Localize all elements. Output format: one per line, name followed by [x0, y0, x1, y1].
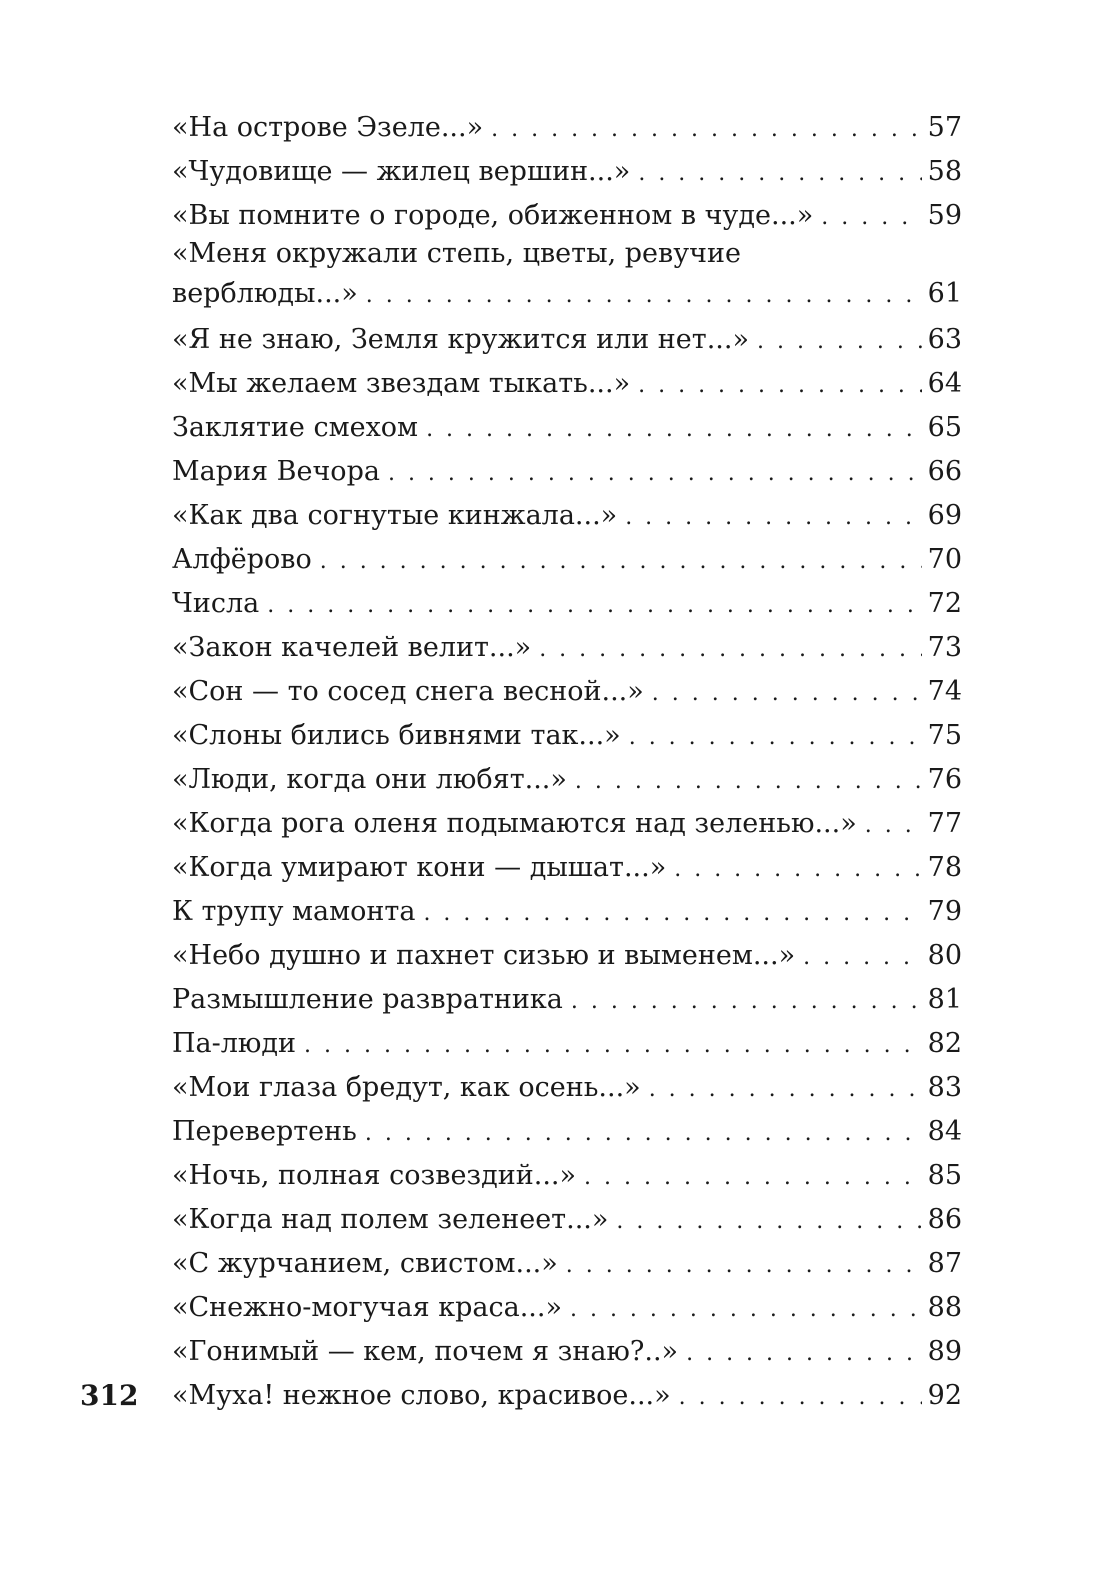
entry-page-number: 65	[927, 412, 962, 443]
toc-entry	[172, 758, 962, 802]
entry-title: «Когда умирают кони — дышат...»	[172, 852, 667, 883]
toc-entry	[172, 802, 962, 846]
toc-entry	[172, 450, 962, 494]
dot-leader	[629, 716, 922, 760]
dot-leader	[679, 1376, 922, 1420]
entry-title: «Чудовище — жилец вершин...»	[172, 156, 631, 187]
dot-leader	[638, 152, 921, 196]
toc-entry	[172, 1198, 962, 1242]
entry-page-number: 57	[927, 112, 962, 143]
entry-title: «Мы желаем звездам тыкать...»	[172, 368, 631, 399]
entry-page-number: 83	[927, 1072, 962, 1103]
entry-title: Па-люди	[172, 1028, 297, 1059]
toc-entry	[172, 978, 962, 1022]
entry-page-number: 76	[927, 764, 962, 795]
toc-entry	[172, 1066, 962, 1110]
dot-leader	[539, 628, 921, 672]
entry-title: «Люди, когда они любят...»	[172, 764, 567, 795]
dot-leader	[865, 804, 922, 848]
dot-leader	[803, 936, 922, 980]
toc-entry	[172, 670, 962, 714]
entry-page-number: 77	[927, 808, 962, 839]
toc-entry	[172, 150, 962, 194]
entry-title: «Сон — то сосед снега весной...»	[172, 676, 644, 707]
dot-leader	[571, 980, 922, 1024]
page-number: 312	[80, 1379, 139, 1412]
dot-leader	[757, 320, 922, 364]
entry-page-number: 79	[927, 896, 962, 927]
dot-leader	[267, 584, 921, 628]
dot-leader	[625, 496, 921, 540]
toc-entry	[172, 406, 962, 450]
entry-title: Перевертень	[172, 1116, 357, 1147]
entry-page-number: 87	[927, 1248, 962, 1279]
toc-entry	[172, 1154, 962, 1198]
dot-leader	[566, 1244, 922, 1288]
entry-title: Размышление развратника	[172, 984, 563, 1015]
toc-entry	[172, 318, 962, 362]
entry-page-number: 59	[927, 200, 962, 231]
toc-entry	[172, 194, 962, 238]
entry-title: «Муха! нежное слово, красивое...»	[172, 1380, 671, 1411]
entry-title: «Мои глаза бредут, как осень...»	[172, 1072, 641, 1103]
entry-page-number: 92	[927, 1380, 962, 1411]
entry-page-number: 80	[927, 940, 962, 971]
entry-title: Алфёрово	[172, 544, 312, 575]
dot-leader	[388, 452, 922, 496]
entry-page-number: 82	[927, 1028, 962, 1059]
entry-title: Числа	[172, 588, 260, 619]
dot-leader	[674, 848, 921, 892]
entry-page-number: 84	[927, 1116, 962, 1147]
entry-title: Мария Вечора	[172, 456, 380, 487]
toc-entry	[172, 1242, 962, 1286]
entry-page-number: 64	[927, 368, 962, 399]
toc-entry	[172, 890, 962, 934]
dot-leader	[649, 1068, 922, 1112]
entry-page-number: 61	[927, 278, 962, 309]
entry-page-number: 75	[927, 720, 962, 751]
entry-title: «Слоны бились бивнями так...»	[172, 720, 621, 751]
toc-entry	[172, 714, 962, 758]
entry-title: «Как два согнутые кинжала...»	[172, 500, 618, 531]
dot-leader	[638, 364, 922, 408]
entry-page-number: 58	[927, 156, 962, 187]
entry-title: «Я не знаю, Земля кружится или нет...»	[172, 324, 749, 355]
dot-leader	[320, 540, 922, 584]
dot-leader	[423, 892, 921, 936]
entry-page-number: 81	[927, 984, 962, 1015]
entry-title: «Закон качелей велит...»	[172, 632, 532, 663]
dot-leader	[304, 1024, 922, 1068]
entry-title: Заклятие смехом	[172, 412, 419, 443]
dot-leader	[570, 1288, 922, 1332]
entry-title: «Вы помните о городе, обиженном в чуде...»	[172, 200, 814, 231]
entry-title: К трупу мамонта	[172, 896, 416, 927]
toc-entry	[172, 1110, 962, 1154]
toc-entry	[172, 1330, 962, 1374]
entry-page-number: 73	[927, 632, 962, 663]
entry-page-number: 72	[927, 588, 962, 619]
entry-page-number: 78	[927, 852, 962, 883]
dot-leader	[686, 1332, 922, 1376]
dot-leader	[365, 1112, 922, 1156]
entry-title: «Небо душно и пахнет сизью и выменем...»	[172, 940, 796, 971]
entry-title: верблюды...»	[172, 278, 358, 309]
dot-leader	[584, 1156, 922, 1200]
toc-entry	[172, 538, 962, 582]
entry-title: «Ночь, полная созвездий...»	[172, 1160, 577, 1191]
entry-title: «На острове Эзеле...»	[172, 112, 484, 143]
dot-leader	[821, 196, 921, 240]
entry-title: «Когда над полем зеленеет...»	[172, 1204, 609, 1235]
entry-page-number: 86	[927, 1204, 962, 1235]
toc-entry	[172, 582, 962, 626]
table-of-contents	[172, 106, 962, 1418]
entry-page-number: 70	[927, 544, 962, 575]
dot-leader	[426, 408, 922, 452]
entry-page-number: 66	[927, 456, 962, 487]
dot-leader	[575, 760, 922, 804]
toc-entry	[172, 1286, 962, 1330]
entry-page-number: 74	[927, 676, 962, 707]
dot-leader	[491, 108, 922, 152]
entry-page-number: 69	[927, 500, 962, 531]
entry-page-number: 88	[927, 1292, 962, 1323]
entry-page-number: 63	[927, 324, 962, 355]
toc-entry	[172, 362, 962, 406]
entry-title: «Снежно-могучая краса...»	[172, 1292, 562, 1323]
dot-leader	[652, 672, 922, 716]
toc-entry	[172, 1022, 962, 1066]
toc-entry	[172, 846, 962, 890]
dot-leader	[366, 274, 922, 318]
toc-entry	[172, 1374, 962, 1418]
toc-entry	[172, 238, 962, 318]
entry-page-number: 89	[927, 1336, 962, 1367]
entry-title: «Гонимый — кем, почем я знаю?..»	[172, 1336, 679, 1367]
toc-entry	[172, 106, 962, 150]
entry-title: «Когда рога оленя подымаются над зеленью...»	[172, 808, 857, 839]
toc-entry	[172, 626, 962, 670]
entry-title-line1: «Меня окружали степь, цветы, ревучие	[172, 238, 741, 269]
entry-title: «С журчанием, свистом...»	[172, 1248, 558, 1279]
toc-entry	[172, 934, 962, 978]
entry-page-number: 85	[927, 1160, 962, 1191]
dot-leader	[616, 1200, 921, 1244]
toc-entry	[172, 494, 962, 538]
